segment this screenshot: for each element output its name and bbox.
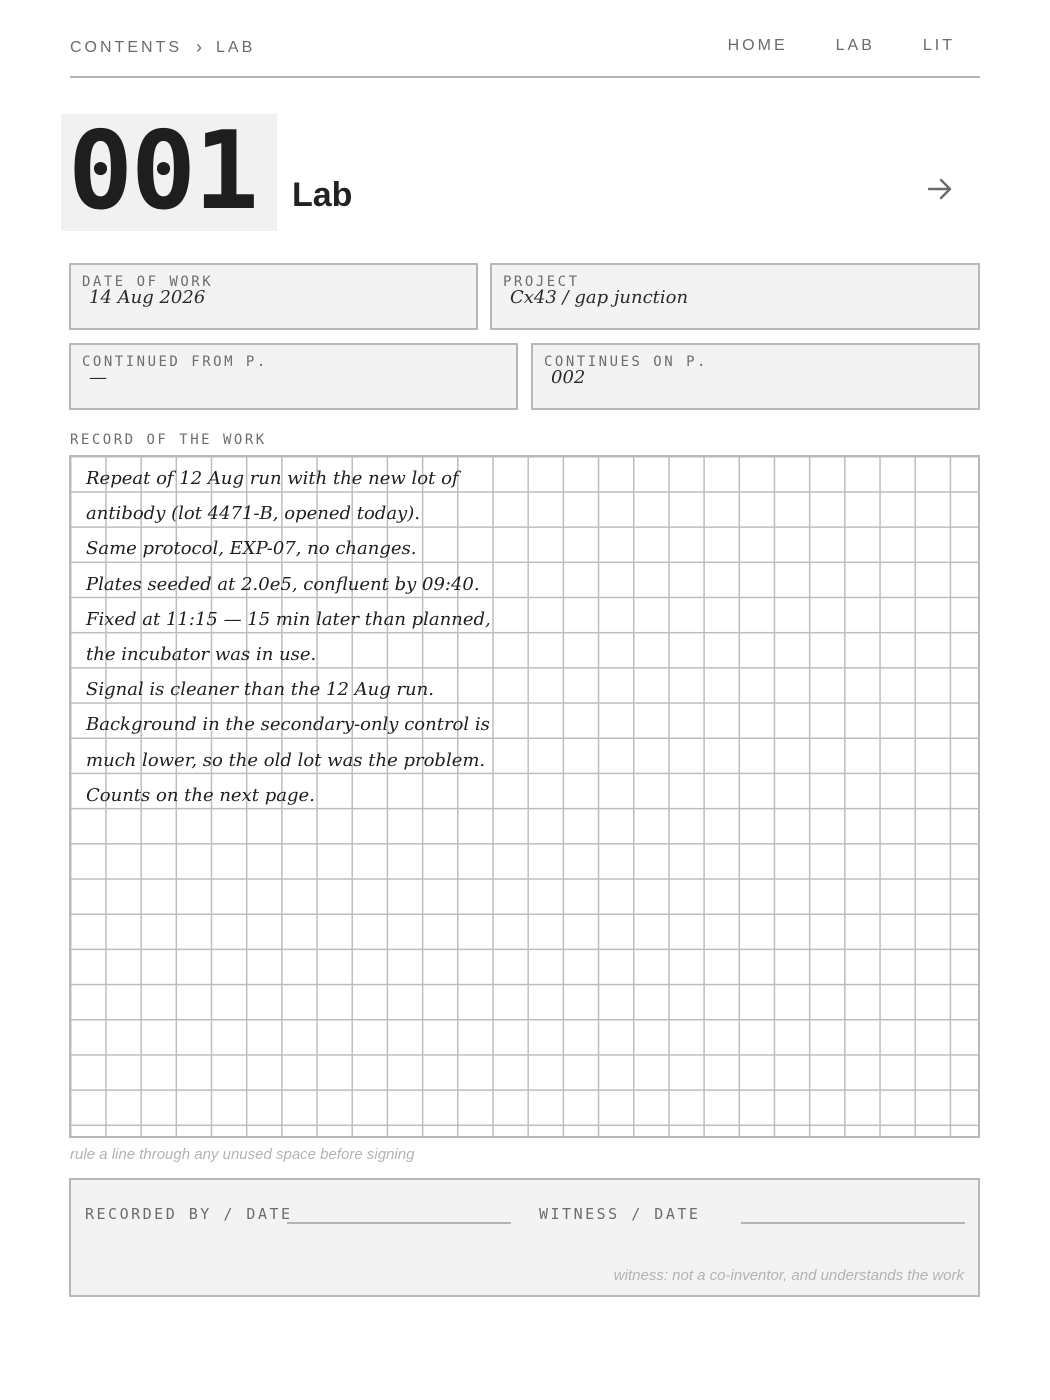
arrow-right-icon[interactable] — [923, 172, 957, 206]
section-title: Lab — [292, 176, 353, 214]
record-line: Same protocol, EXP-07, no changes. — [86, 538, 417, 560]
header-divider — [70, 76, 980, 78]
date-of-work-label: DATE OF WORK — [82, 274, 214, 290]
record-line: Background in the secondary-only control is — [86, 714, 490, 736]
recorded-by-signature-line[interactable] — [287, 1222, 511, 1224]
nav-lit[interactable]: LIT — [922, 37, 955, 54]
nav-lab[interactable]: LAB — [835, 37, 875, 54]
date-of-work-field[interactable] — [69, 263, 478, 330]
chevron-right-icon: › — [196, 37, 202, 57]
record-line: Counts on the next page. — [86, 784, 315, 806]
record-notes — [86, 461, 491, 813]
breadcrumb — [70, 37, 255, 58]
record-line: Fixed at 11:15 — 15 min later than planned, — [86, 608, 491, 630]
top-nav — [728, 37, 955, 55]
recorded-by-label: RECORDED BY / DATE — [85, 1205, 293, 1223]
date-of-work-value: 14 Aug 2026 — [89, 287, 206, 308]
continued-from-value: — — [89, 367, 107, 388]
continues-on-label: CONTINUES ON P. — [544, 354, 708, 370]
page-number: 001 — [68, 109, 258, 234]
nav-home[interactable]: HOME — [727, 37, 788, 54]
project-label: PROJECT — [503, 274, 580, 290]
record-line: Signal is cleaner than the 12 Aug run. — [86, 679, 434, 701]
breadcrumb-contents-link[interactable]: CONTENTS — [70, 38, 182, 56]
project-field[interactable] — [490, 263, 980, 330]
witness-note: witness: not a co-inventor, and understands the work — [613, 1267, 964, 1284]
record-line: antibody (lot 4471-B, opened today). — [86, 503, 420, 525]
record-label: RECORD OF THE WORK — [70, 432, 267, 448]
unused-space-note: rule a line through any unused space before signing — [70, 1146, 415, 1163]
continued-from-field[interactable] — [69, 343, 518, 410]
record-line: Repeat of 12 Aug run with the new lot of — [86, 468, 459, 489]
witness-label: WITNESS / DATE — [539, 1205, 701, 1223]
continues-on-field[interactable] — [531, 343, 980, 410]
continued-from-label: CONTINUED FROM P. — [82, 354, 268, 370]
continues-on-value: 002 — [551, 367, 586, 388]
record-line: Plates seeded at 2.0e5, confluent by 09:40. — [86, 573, 480, 595]
signature-block — [69, 1178, 980, 1297]
witness-signature-line[interactable] — [741, 1222, 965, 1224]
record-line: the incubator was in use. — [86, 643, 317, 665]
record-line: much lower, so the old lot was the problem. — [86, 749, 486, 771]
project-value: Cx43 / gap junction — [510, 287, 689, 308]
breadcrumb-current: LAB — [216, 38, 256, 56]
